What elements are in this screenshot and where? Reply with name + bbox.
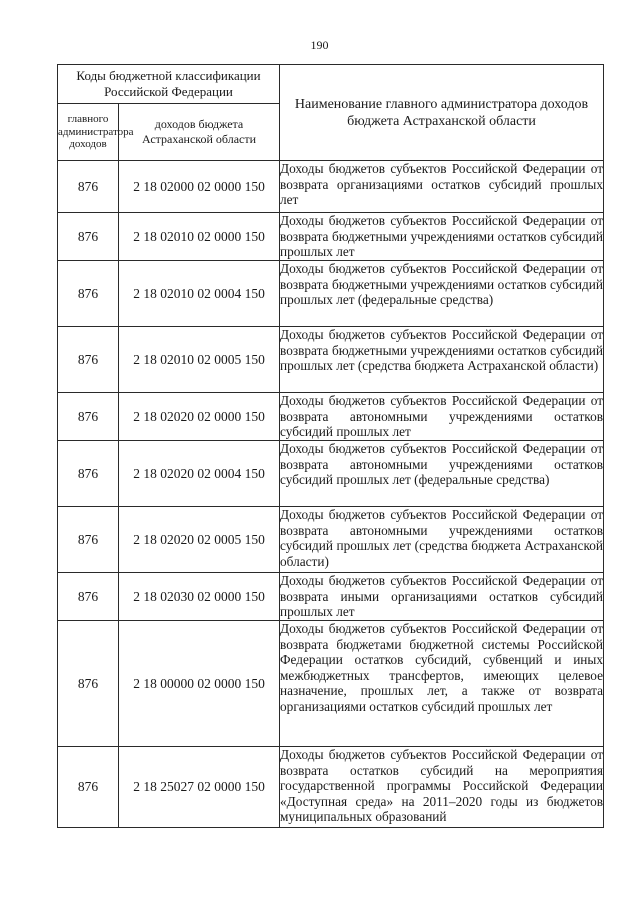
admin-code-cell: 876: [58, 507, 119, 573]
admin-code-cell: 876: [58, 327, 119, 393]
table-row: [58, 441, 604, 507]
admin-code-cell: 876: [58, 161, 119, 213]
header-classification-codes: Коды бюджетной классификации Российской Федерации: [58, 65, 280, 104]
admin-code-cell: 876: [58, 573, 119, 621]
table-row: [58, 261, 604, 327]
income-name-cell: Доходы бюджетов субъектов Российской Федерации от возврата организациями остатков субсидий прошлых лет: [280, 161, 604, 213]
table-row: [58, 161, 604, 213]
table-row: [58, 747, 604, 828]
income-code-cell: 2 18 02010 02 0004 150: [119, 261, 280, 327]
income-name-cell: Доходы бюджетов субъектов Российской Федерации от возврата автономными учреждениями остатков субсидий прошлых лет (средства бюджета Астраханской области): [280, 507, 604, 573]
income-name-cell: Доходы бюджетов субъектов Российской Федерации от возврата бюджетными учреждениями остатков субсидий прошлых лет (федеральные средства): [280, 261, 604, 327]
income-name-cell: Доходы бюджетов субъектов Российской Федерации от возврата автономными учреждениями остатков субсидий прошлых лет: [280, 393, 604, 439]
income-code-cell: 2 18 02000 02 0000 150: [119, 161, 280, 213]
income-code-cell: 2 18 25027 02 0000 150: [119, 747, 280, 828]
table-row: [58, 621, 604, 747]
income-code-cell: 2 18 02030 02 0000 150: [119, 573, 280, 621]
header-administrator-name: Наименование главного администратора доходов бюджета Астраханской области: [280, 65, 604, 161]
admin-code-cell: 876: [58, 747, 119, 828]
table-body: [58, 161, 604, 828]
income-name-cell: Доходы бюджетов субъектов Российской Федерации от возврата автономными учреждениями остатков субсидий прошлых лет (федеральные средства): [280, 441, 604, 507]
table-row: [58, 327, 604, 393]
income-code-cell: 2 18 02010 02 0000 150: [119, 213, 280, 261]
header-admin-code: главного администратора доходов: [58, 104, 119, 161]
income-name-cell: Доходы бюджетов субъектов Российской Федерации от возврата бюджетами бюджетной системы Российской Федерации остатков субсидий, субвенций и иных межбюджетных трансфертов, имеющих целевое назначение, прошлых лет, а также от возврата организациями остатков субсидий прошлых лет: [280, 621, 604, 747]
income-name-cell: Доходы бюджетов субъектов Российской Федерации от возврата бюджетными учреждениями остатков субсидий прошлых лет: [280, 213, 604, 259]
income-name-cell: Доходы бюджетов субъектов Российской Федерации от возврата бюджетными учреждениями остатков субсидий прошлых лет (средства бюджета Астраханской области): [280, 327, 604, 393]
table-row: [58, 507, 604, 573]
table-row: [58, 213, 604, 261]
admin-code-cell: 876: [58, 621, 119, 747]
admin-code-cell: 876: [58, 213, 119, 261]
income-code-cell: 2 18 00000 02 0000 150: [119, 621, 280, 747]
income-code-cell: 2 18 02020 02 0004 150: [119, 441, 280, 507]
admin-code-cell: 876: [58, 261, 119, 327]
budget-classification-table: [57, 64, 604, 828]
table-row: [58, 573, 604, 621]
admin-code-cell: 876: [58, 393, 119, 441]
income-code-cell: 2 18 02010 02 0005 150: [119, 327, 280, 393]
admin-code-cell: 876: [58, 441, 119, 507]
table-row: [58, 393, 604, 441]
income-code-cell: 2 18 02020 02 0000 150: [119, 393, 280, 441]
table-header-row: [58, 65, 604, 104]
income-name-cell: Доходы бюджетов субъектов Российской Федерации от возврата остатков субсидий на мероприятия государственной программы Российской Федерации «Доступная среда» на 2011–2020 годы из бюджетов муниципальных образований: [280, 747, 604, 828]
header-income-code: доходов бюджета Астраханской области: [119, 104, 280, 161]
income-name-cell: Доходы бюджетов субъектов Российской Федерации от возврата иными организациями остатков субсидий прошлых лет: [280, 573, 604, 619]
page-number: 190: [310, 38, 329, 52]
income-code-cell: 2 18 02020 02 0005 150: [119, 507, 280, 573]
